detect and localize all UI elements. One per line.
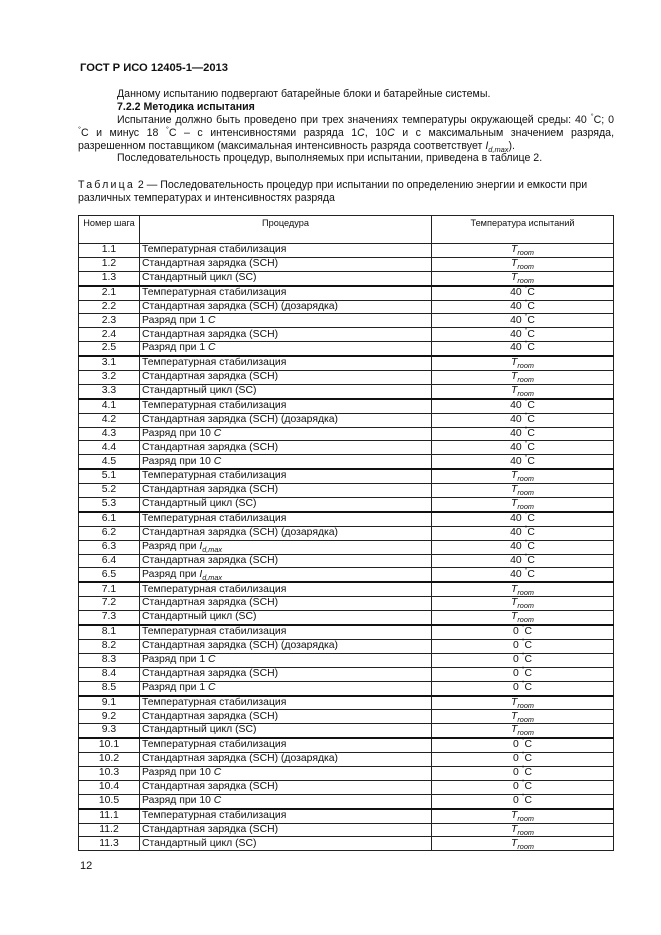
step-number-cell: 6.3 <box>79 540 140 554</box>
temperature-cell: 40 °С <box>432 512 614 526</box>
procedure-cell: Стандартная зарядка (SCH) <box>140 710 432 724</box>
temperature-cell: 0 °С <box>432 738 614 752</box>
procedure-cell: Стандартная зарядка (SCH) <box>140 554 432 568</box>
temperature-cell: 0 °С <box>432 766 614 780</box>
procedure-cell: Температурная стабилизация <box>140 399 432 413</box>
procedure-table <box>78 215 614 851</box>
procedure-cell: Разряд при 1 C <box>140 681 432 695</box>
procedure-cell: Стандартная зарядка (SCH) <box>140 823 432 837</box>
temperature-cell: 40 °С <box>432 455 614 469</box>
temperature-cell: 0 °С <box>432 780 614 794</box>
temperature-cell: 40 °С <box>432 427 614 441</box>
procedure-cell: Стандартный цикл (SC) <box>140 837 432 851</box>
procedure-cell: Температурная стабилизация <box>140 286 432 300</box>
step-number-cell: 8.1 <box>79 625 140 639</box>
step-number-cell: 2.5 <box>79 342 140 356</box>
step-number-cell: 7.3 <box>79 611 140 625</box>
procedure-cell: Стандартная зарядка (SCH) <box>140 667 432 681</box>
procedure-cell: Разряд при 1 C <box>140 314 432 328</box>
step-number-cell: 4.4 <box>79 441 140 455</box>
table-row <box>79 469 614 483</box>
table-caption-label: Таблица <box>78 179 135 191</box>
table-row <box>79 484 614 498</box>
table-row <box>79 639 614 653</box>
step-number-cell: 6.5 <box>79 568 140 582</box>
procedure-cell: Стандартный цикл (SC) <box>140 384 432 398</box>
step-number-cell: 2.2 <box>79 300 140 314</box>
temperature-cell: 40 °С <box>432 399 614 413</box>
table-row <box>79 766 614 780</box>
table-row <box>79 441 614 455</box>
step-number-cell: 2.1 <box>79 286 140 300</box>
table-row <box>79 582 614 596</box>
step-number-cell: 3.3 <box>79 384 140 398</box>
section-title: 7.2.2 Методика испытания <box>117 101 255 113</box>
procedure-cell: Стандартный цикл (SC) <box>140 271 432 285</box>
intro-paragraph: Данному испытанию подвергают батарейные блоки и батарейные системы. <box>117 88 491 100</box>
table-row <box>79 427 614 441</box>
procedure-cell: Температурная стабилизация <box>140 356 432 370</box>
procedure-cell: Стандартная зарядка (SCH) <box>140 780 432 794</box>
table-row <box>79 568 614 582</box>
procedure-cell: Стандартная зарядка (SCH) <box>140 597 432 611</box>
procedure-cell: Разряд при 10 C <box>140 794 432 808</box>
table-row <box>79 498 614 512</box>
table-row <box>79 399 614 413</box>
procedure-cell: Разряд при $I_{d,max}$ <box>140 540 432 554</box>
step-number-cell: 10.5 <box>79 794 140 808</box>
header-procedure: Процедура <box>140 216 432 244</box>
step-number-cell: 8.2 <box>79 639 140 653</box>
step-number-cell: 10.2 <box>79 753 140 767</box>
step-number-cell: 3.1 <box>79 356 140 370</box>
table-row <box>79 809 614 823</box>
procedure-cell: Разряд при 1 C <box>140 342 432 356</box>
step-number-cell: 10.4 <box>79 780 140 794</box>
procedure-cell: Стандартный цикл (SC) <box>140 611 432 625</box>
temperature-cell: 0 °С <box>432 625 614 639</box>
step-number-cell: 9.3 <box>79 724 140 738</box>
step-number-cell: 4.1 <box>79 399 140 413</box>
table-row <box>79 696 614 710</box>
table-row <box>79 455 614 469</box>
step-number-cell: 6.4 <box>79 554 140 568</box>
procedure-cell: Разряд при 10 C <box>140 427 432 441</box>
table-row <box>79 342 614 356</box>
procedure-cell: Стандартная зарядка (SCH) <box>140 328 432 342</box>
temperature-cell: 0 °С <box>432 794 614 808</box>
temperature-cell: $T_{room}$ <box>432 469 614 483</box>
procedure-cell: Температурная стабилизация <box>140 512 432 526</box>
temperature-cell: 40 °С <box>432 441 614 455</box>
step-number-cell: 6.2 <box>79 526 140 540</box>
table-row <box>79 314 614 328</box>
temperature-cell: 0 °С <box>432 681 614 695</box>
table-row <box>79 512 614 526</box>
step-number-cell: 1.2 <box>79 257 140 271</box>
temperature-cell: 40 °С <box>432 540 614 554</box>
step-number-cell: 7.2 <box>79 597 140 611</box>
procedure-cell: Разряд при $I_{d,max}$ <box>140 568 432 582</box>
table-row <box>79 328 614 342</box>
procedure-cell: Температурная стабилизация <box>140 809 432 823</box>
table-row <box>79 413 614 427</box>
temperature-cell: 40 °С <box>432 300 614 314</box>
temperature-cell: $T_{room}$ <box>432 696 614 710</box>
temperature-cell: 40 °С <box>432 342 614 356</box>
table-row <box>79 625 614 639</box>
page-number: 12 <box>80 860 93 872</box>
sequence-paragraph: Последовательность процедур, выполняемых при испытании, приведена в таблице 2. <box>117 152 543 164</box>
procedure-cell: Стандартная зарядка (SCH) (дозарядка) <box>140 526 432 540</box>
procedure-cell: Стандартный цикл (SC) <box>140 724 432 738</box>
procedure-cell: Температурная стабилизация <box>140 738 432 752</box>
table-row <box>79 653 614 667</box>
temperature-cell: 40 °С <box>432 314 614 328</box>
step-number-cell: 10.1 <box>79 738 140 752</box>
temperature-cell: $T_{room}$ <box>432 597 614 611</box>
step-number-cell: 9.2 <box>79 710 140 724</box>
table-row <box>79 611 614 625</box>
temperature-cell: 40 °С <box>432 286 614 300</box>
header-temperature: Температура испытаний <box>432 216 614 244</box>
temperature-cell: $T_{room}$ <box>432 582 614 596</box>
step-number-cell: 2.3 <box>79 314 140 328</box>
temperature-cell: $T_{room}$ <box>432 271 614 285</box>
procedure-cell: Разряд при 1 C <box>140 653 432 667</box>
table-row <box>79 554 614 568</box>
step-number-cell: 11.1 <box>79 809 140 823</box>
procedure-cell: Стандартная зарядка (SCH) (дозарядка) <box>140 639 432 653</box>
step-number-cell: 5.1 <box>79 469 140 483</box>
temperature-cell: 40 °С <box>432 554 614 568</box>
procedure-cell: Температурная стабилизация <box>140 469 432 483</box>
step-number-cell: 9.1 <box>79 696 140 710</box>
step-number-cell: 5.3 <box>79 498 140 512</box>
document-header: ГОСТ Р ИСО 12405-1—2013 <box>80 62 228 74</box>
step-number-cell: 1.1 <box>79 244 140 258</box>
table-row <box>79 667 614 681</box>
table-row <box>79 371 614 385</box>
procedure-cell: Стандартная зарядка (SCH) <box>140 484 432 498</box>
temperature-cell: $T_{room}$ <box>432 724 614 738</box>
temperature-cell: $T_{room}$ <box>432 356 614 370</box>
step-number-cell: 4.2 <box>79 413 140 427</box>
table-row <box>79 540 614 554</box>
temperature-cell: $T_{room}$ <box>432 611 614 625</box>
temperature-cell: $T_{room}$ <box>432 257 614 271</box>
table-row <box>79 837 614 851</box>
step-number-cell: 8.3 <box>79 653 140 667</box>
table-row <box>79 356 614 370</box>
table-row <box>79 244 614 258</box>
step-number-cell: 10.3 <box>79 766 140 780</box>
temperature-cell: $T_{room}$ <box>432 244 614 258</box>
procedure-cell: Температурная стабилизация <box>140 625 432 639</box>
table-row <box>79 780 614 794</box>
procedure-cell: Стандартная зарядка (SCH) <box>140 441 432 455</box>
step-number-cell: 5.2 <box>79 484 140 498</box>
table-row <box>79 794 614 808</box>
table-row <box>79 823 614 837</box>
temperature-cell: $T_{room}$ <box>432 384 614 398</box>
temperature-cell: 0 °С <box>432 753 614 767</box>
step-number-cell: 2.4 <box>79 328 140 342</box>
temperature-cell: 40 °С <box>432 328 614 342</box>
table-row <box>79 597 614 611</box>
table-caption <box>78 179 614 205</box>
temperature-cell: $T_{room}$ <box>432 371 614 385</box>
temperature-cell: $T_{room}$ <box>432 710 614 724</box>
table-row <box>79 526 614 540</box>
table-row <box>79 300 614 314</box>
step-number-cell: 11.2 <box>79 823 140 837</box>
procedure-cell: Стандартная зарядка (SCH) (дозарядка) <box>140 753 432 767</box>
table-row <box>79 384 614 398</box>
temperature-cell: $T_{room}$ <box>432 837 614 851</box>
temperature-cell: 40 °С <box>432 568 614 582</box>
temperature-cell: 0 °С <box>432 653 614 667</box>
table-row <box>79 681 614 695</box>
procedure-cell: Разряд при 10 C <box>140 766 432 780</box>
header-step-number: Номер шага <box>79 216 140 244</box>
step-number-cell: 6.1 <box>79 512 140 526</box>
table-row <box>79 753 614 767</box>
table-header-row <box>79 216 614 244</box>
temperature-cell: 40 °С <box>432 413 614 427</box>
procedure-cell: Стандартный цикл (SC) <box>140 498 432 512</box>
procedure-cell: Стандартная зарядка (SCH) <box>140 257 432 271</box>
table-row <box>79 724 614 738</box>
procedure-cell: Стандартная зарядка (SCH) (дозарядка) <box>140 300 432 314</box>
temperature-cell: $T_{room}$ <box>432 809 614 823</box>
step-number-cell: 8.5 <box>79 681 140 695</box>
procedure-cell: Температурная стабилизация <box>140 582 432 596</box>
procedure-cell: Стандартная зарядка (SCH) <box>140 371 432 385</box>
step-number-cell: 7.1 <box>79 582 140 596</box>
step-number-cell: 3.2 <box>79 371 140 385</box>
table-row <box>79 710 614 724</box>
table-row <box>79 286 614 300</box>
method-paragraph: Испытание должно быть проведено при трех значениях температуры окружающей среды: 40 °С; 0 °С и минус 18 °С – с интенсивностями разряда 1C, 10C и с максимальным значением разряда, разрешенном поставщиком (максимальная интенсивность разряда соответствует $I_{d,max}$). <box>78 111 615 155</box>
table-row <box>79 271 614 285</box>
step-number-cell: 1.3 <box>79 271 140 285</box>
step-number-cell: 4.5 <box>79 455 140 469</box>
table-row <box>79 738 614 752</box>
step-number-cell: 4.3 <box>79 427 140 441</box>
procedure-cell: Температурная стабилизация <box>140 696 432 710</box>
procedure-cell: Разряд при 10 C <box>140 455 432 469</box>
temperature-cell: 40 °С <box>432 526 614 540</box>
step-number-cell: 8.4 <box>79 667 140 681</box>
temperature-cell: $T_{room}$ <box>432 823 614 837</box>
table-row <box>79 257 614 271</box>
step-number-cell: 11.3 <box>79 837 140 851</box>
temperature-cell: $T_{room}$ <box>432 498 614 512</box>
temperature-cell: 0 °С <box>432 639 614 653</box>
table-caption-text: 2 — Последовательность процедур при испытании по определению энергии и емкости при различных температурах и интенсивностях разряда <box>78 179 588 205</box>
temperature-cell: 0 °С <box>432 667 614 681</box>
procedure-cell: Стандартная зарядка (SCH) (дозарядка) <box>140 413 432 427</box>
temperature-cell: $T_{room}$ <box>432 484 614 498</box>
procedure-cell: Температурная стабилизация <box>140 244 432 258</box>
